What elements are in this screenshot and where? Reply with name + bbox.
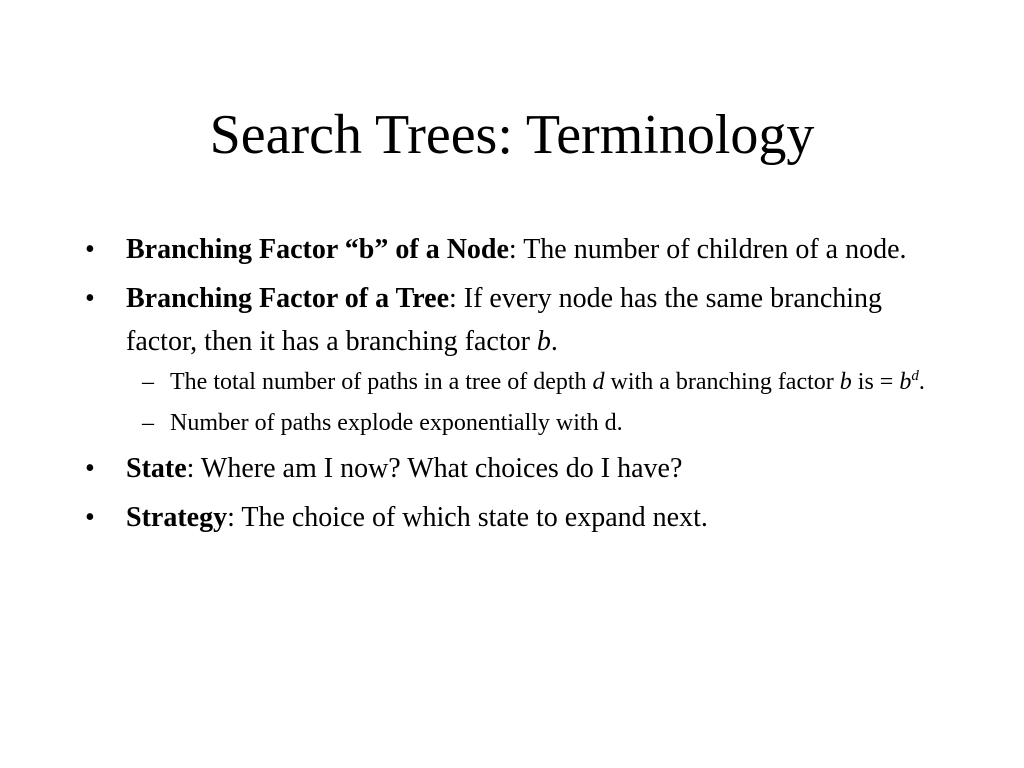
bullet-item-branching-factor-node (0, 228, 1024, 271)
bullet-term: Branching Factor of a Tree (126, 283, 449, 314)
slide-title: Search Trees: Terminology (209, 104, 815, 166)
bullet-text: : If every node has the same branching factor, then it has a branching factor (126, 283, 883, 357)
sub-bullet-explode (0, 406, 940, 441)
bullet-glyph: • (85, 453, 95, 484)
sub-text: The total number of paths in a tree of depth (170, 369, 593, 395)
sub-text-end: . (918, 369, 925, 395)
bullet-text-end: . (550, 326, 558, 357)
exponent-d: d (911, 368, 919, 384)
bullet-item-strategy (0, 496, 1024, 539)
bullet-text: : The number of children of a node. (508, 234, 907, 265)
bullet-glyph: • (85, 283, 95, 314)
sub-text: is = (851, 369, 900, 395)
variable-d: d (592, 369, 605, 395)
bullet-text: : The choice of which state to expand next. (227, 502, 708, 533)
variable-b: b (536, 326, 551, 357)
bullet-glyph: • (85, 502, 95, 533)
variable-b-base: b (899, 369, 912, 395)
bullet-term: Branching Factor “b” of a Node (126, 234, 509, 265)
sub-bullet-total-paths (0, 365, 940, 400)
dash-glyph: – (142, 369, 154, 395)
bullet-glyph: • (85, 234, 95, 265)
sub-bullet-list (126, 365, 940, 441)
bullet-text: : Where am I now? What choices do I have? (186, 453, 683, 484)
bullet-list (0, 228, 1024, 545)
bullet-term: State (126, 453, 187, 484)
variable-b: b (839, 369, 852, 395)
sub-text: with a branching factor (604, 369, 840, 395)
dash-glyph: – (142, 410, 154, 436)
bullet-term: Strategy (126, 502, 228, 533)
bullet-item-branching-factor-tree (0, 277, 1024, 441)
sub-text: Number of paths explode exponentially with d. (170, 410, 623, 436)
bullet-item-state (0, 447, 1024, 490)
